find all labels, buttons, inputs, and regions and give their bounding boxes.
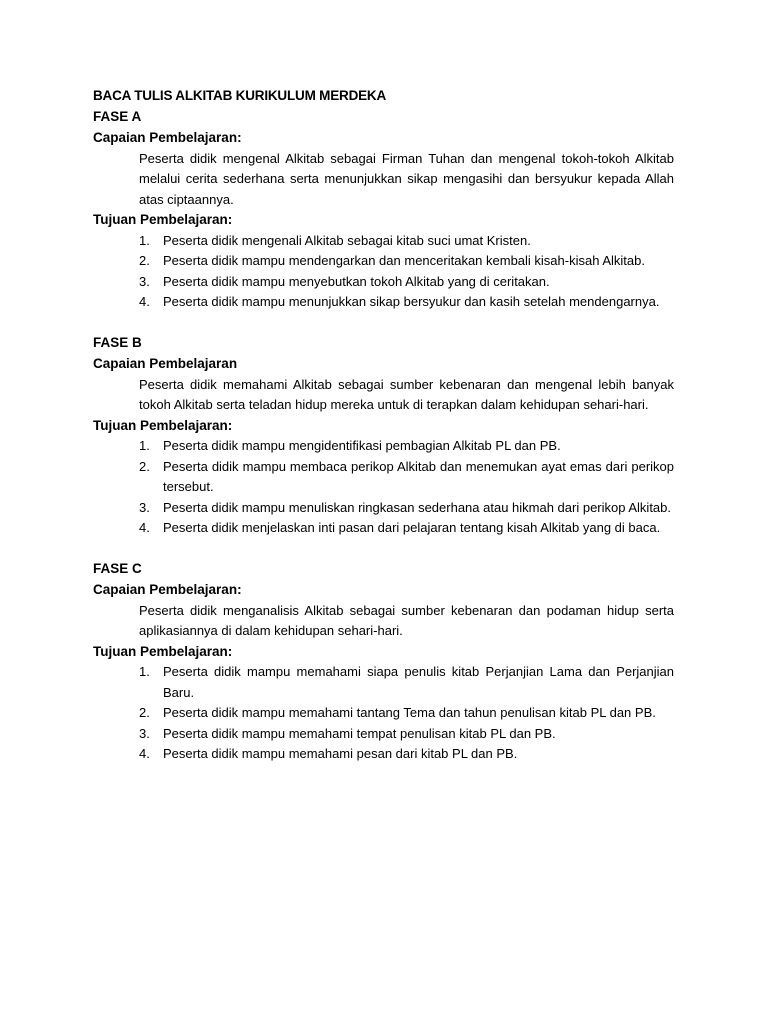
spacer — [93, 539, 674, 560]
list-item — [93, 744, 674, 765]
item-number: 1. — [139, 232, 150, 248]
spacer — [93, 313, 674, 334]
list-item — [93, 703, 674, 724]
item-text: Peserta didik mampu memahami tempat penulisan kitab PL dan PB. — [163, 725, 556, 741]
list-item — [93, 724, 674, 745]
phase-title: FASE A — [93, 109, 142, 124]
list-item — [93, 251, 674, 272]
item-text: Peserta didik mampu mengidentifikasi pembagian Alkitab PL dan PB. — [163, 438, 561, 453]
list-item — [93, 498, 674, 519]
tujuan-heading: Tujuan Pembelajaran: — [93, 212, 233, 227]
capaian-heading: Capaian Pembelajaran — [93, 356, 238, 371]
item-number: 3. — [139, 273, 150, 289]
item-text: Peserta didik mengenali Alkitab sebagai kitab suci umat Kristen. — [163, 232, 531, 248]
document-title: BACA TULIS ALKITAB KURIKULUM MERDEKA — [93, 88, 387, 103]
item-number: 2. — [139, 253, 150, 268]
item-text: Peserta didik menjelaskan inti pasan dari pelajaran tentang kisah Alkitab yang di baca. — [163, 520, 661, 535]
item-text: Peserta didik mampu menunjukkan sikap bersyukur dan kasih setelah mendengarnya. — [163, 294, 660, 309]
capaian-paragraph: Peserta didik menganalisis Alkitab sebagai sumber kebenaran dan podaman hidup serta aplikasiannya di dalam kehidupan sehari-hari. — [139, 602, 674, 638]
list-item — [93, 292, 674, 313]
item-number: 4. — [139, 746, 150, 761]
item-number: 1. — [139, 664, 150, 679]
objective-list — [93, 231, 674, 313]
objective-list — [93, 436, 674, 539]
phase-title: FASE B — [93, 335, 142, 350]
item-text: Peserta didik mampu memahami siapa penulis kitab Perjanjian Lama dan Perjanjian Baru. — [163, 664, 674, 700]
item-number: 4. — [139, 294, 150, 309]
item-number: 2. — [139, 458, 150, 474]
capaian-paragraph: Peserta didik mengenal Alkitab sebagai Firman Tuhan dan mengenal tokoh-tokoh Alkitab melalui cerita sederhana serta menunjukkan sikap mengasihi dan bersyukur kepada Allah atas ciptaannya. — [139, 150, 674, 207]
phase-b-section — [93, 333, 674, 539]
list-item — [93, 272, 674, 293]
list-item — [93, 231, 674, 252]
item-number: 3. — [139, 725, 150, 741]
item-text: Peserta didik mampu membaca perikop Alkitab dan menemukan ayat emas dari perikop tersebut. — [163, 458, 674, 494]
item-number: 2. — [139, 705, 150, 720]
item-number: 4. — [139, 520, 150, 535]
list-item — [93, 518, 674, 539]
list-item — [93, 436, 674, 457]
phase-c-section — [93, 559, 674, 765]
capaian-paragraph: Peserta didik memahami Alkitab sebagai sumber kebenaran dan mengenal lebih banyak tokoh Alkitab serta teladan hidup mereka untuk di terapkan dalam kehidupan sehari-hari. — [139, 376, 674, 412]
item-text: Peserta didik mampu memahami pesan dari kitab PL dan PB. — [163, 746, 518, 761]
item-number: 1. — [139, 438, 150, 453]
item-text: Peserta didik mampu memahami tantang Tema dan tahun penulisan kitab PL dan PB. — [163, 705, 656, 720]
phase-title: FASE C — [93, 561, 142, 576]
item-text: Peserta didik mampu mendengarkan dan menceritakan kembali kisah-kisah Alkitab. — [163, 253, 645, 268]
item-text: Peserta didik mampu menyebutkan tokoh Alkitab yang di ceritakan. — [163, 273, 550, 289]
item-text: Peserta didik mampu menuliskan ringkasan sederhana atau hikmah dari perikop Alkitab. — [163, 499, 672, 515]
phase-a-section — [93, 107, 674, 313]
list-item — [93, 457, 674, 498]
tujuan-heading: Tujuan Pembelajaran: — [93, 417, 233, 433]
tujuan-heading: Tujuan Pembelajaran: — [93, 643, 233, 659]
capaian-heading: Capaian Pembelajaran: — [93, 130, 242, 145]
capaian-heading: Capaian Pembelajaran: — [93, 582, 242, 597]
document-page — [93, 86, 674, 765]
list-item — [93, 662, 674, 703]
objective-list — [93, 662, 674, 765]
item-number: 3. — [139, 499, 150, 515]
